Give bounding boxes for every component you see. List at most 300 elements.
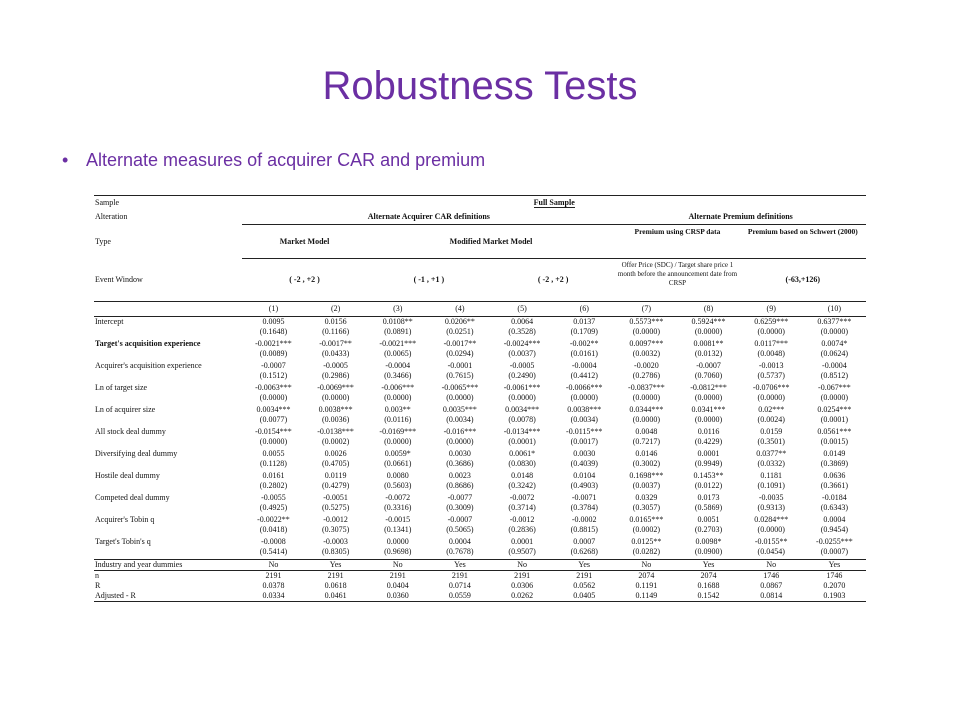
se-cell: (0.0000) <box>632 414 661 424</box>
se-cell: (0.0002) <box>321 436 350 446</box>
coef-cell: 0.6377*** <box>817 316 852 326</box>
row-label: Ln of target size <box>95 382 148 392</box>
coef-cell: -0.0024*** <box>503 338 541 348</box>
se-cell: (0.0077) <box>259 414 288 424</box>
coef-cell: -0.0035 <box>758 492 784 502</box>
coef-cell: -0.0017** <box>443 338 477 348</box>
coef-cell: 0.0161 <box>262 470 285 480</box>
coef-cell: 0.0108** <box>382 316 413 326</box>
coef-cell: -0.0837*** <box>628 382 665 392</box>
n-row-cell: 2074 <box>615 570 677 581</box>
adjr2-row-cell: 0.1149 <box>615 591 677 602</box>
coef-cell: 0.0030 <box>573 448 596 458</box>
column-number: (4) <box>429 301 491 316</box>
se-cell: (0.2986) <box>321 370 350 380</box>
coef-cell: 0.0035*** <box>442 404 477 414</box>
se-cell: (0.2703) <box>694 524 723 534</box>
coef-cell: -0.0007 <box>447 514 473 524</box>
row-label: Acquirer's Tobin q <box>95 514 155 524</box>
coef-cell: -0.0155** <box>754 536 788 546</box>
n-row-cell: 2191 <box>305 570 367 581</box>
dummies-row-cell: Yes <box>305 559 367 570</box>
se-cell: (0.0000) <box>570 392 598 402</box>
coef-cell: 0.0149 <box>823 448 846 458</box>
se-cell: (0.3686) <box>446 458 474 468</box>
se-spacer <box>94 481 242 493</box>
dummies-row-cell: No <box>491 559 553 570</box>
n-row-cell: 2191 <box>491 570 553 581</box>
se-cell: (0.0000) <box>384 392 412 402</box>
coef-cell: -0.016*** <box>443 426 477 436</box>
se-row <box>94 327 866 339</box>
row-label: Intercept <box>95 316 124 326</box>
coef-cell: 0.0097*** <box>629 338 664 348</box>
adjr2-row-cell: 0.0360 <box>367 591 429 602</box>
coef-cell: -0.0007 <box>696 360 721 370</box>
se-cell: (0.0000) <box>694 326 723 336</box>
se-cell: (0.7678) <box>446 546 474 556</box>
se-cell: (0.6268) <box>570 546 598 556</box>
coef-cell: -0.0001 <box>447 360 473 370</box>
type-crsp: Premium using CRSP data <box>615 225 739 259</box>
se-cell: (0.0002) <box>632 524 661 534</box>
column-number: (6) <box>553 301 615 316</box>
coef-cell: -0.0015 <box>385 514 411 524</box>
se-cell: (0.2490) <box>508 370 536 380</box>
se-cell: (0.0017) <box>570 436 598 446</box>
se-cell: (0.3242) <box>508 480 536 490</box>
alteration-row <box>94 210 866 225</box>
coef-cell: 0.0377** <box>756 448 787 458</box>
se-cell: (0.0332) <box>757 458 785 468</box>
coef-cell: -0.0072 <box>385 492 411 502</box>
se-cell: (0.5737) <box>757 370 785 380</box>
se-cell: (0.0454) <box>757 546 785 556</box>
se-cell: (0.0000) <box>259 436 288 446</box>
coef-cell: -0.0008 <box>261 536 286 546</box>
se-row <box>94 503 866 515</box>
coef-cell: 0.0636 <box>823 470 846 480</box>
coef-cell: 0.5924*** <box>691 316 726 326</box>
se-cell: (0.0294) <box>446 348 474 358</box>
adjr2-row-cell: 0.0405 <box>553 591 615 602</box>
window-crsp: Offer Price (SDC) / Target share price 1 month before the announcement date from CRSP <box>615 259 739 302</box>
se-spacer <box>94 415 242 427</box>
coef-cell: 0.1453** <box>693 470 724 480</box>
se-cell: (0.8686) <box>446 480 474 490</box>
se-cell: (0.0000) <box>446 436 474 446</box>
n-row-cell: 2074 <box>677 570 739 581</box>
se-cell: (0.0624) <box>820 348 849 358</box>
coef-cell: 0.0159 <box>760 426 783 436</box>
se-cell: (0.3316) <box>384 502 412 512</box>
dummies-row-label: Industry and year dummies <box>94 559 242 570</box>
se-cell: (0.1341) <box>384 524 412 534</box>
coef-cell: 0.0081** <box>693 338 724 348</box>
coef-cell: -0.0020 <box>634 360 659 370</box>
coef-cell: -0.0004 <box>571 360 597 370</box>
coef-cell: 0.0000 <box>386 536 409 546</box>
coef-row <box>94 515 866 525</box>
window-2: ( -1 , +1 ) <box>367 259 491 302</box>
n-row-label: n <box>94 570 242 581</box>
coef-cell: -0.0021*** <box>379 338 417 348</box>
r2-row-cell: 0.1688 <box>697 580 720 590</box>
se-row <box>94 349 866 361</box>
coef-cell: 0.0098* <box>695 536 722 546</box>
se-cell: (0.0000) <box>446 392 474 402</box>
r2-row-cell: 0.0867 <box>760 580 783 590</box>
se-cell: (0.4903) <box>570 480 598 490</box>
column-number: (5) <box>491 301 553 316</box>
se-cell: (0.9698) <box>384 546 412 556</box>
alteration-car: Alternate Acquirer CAR definitions <box>242 210 615 225</box>
coef-cell: 0.0116 <box>697 426 720 436</box>
se-cell: (0.0000) <box>694 414 723 424</box>
se-cell: (0.1166) <box>322 326 350 336</box>
coef-cell: -0.0021*** <box>255 338 292 348</box>
coef-cell: -0.0138*** <box>317 426 354 436</box>
coef-cell: 0.0001 <box>511 536 534 546</box>
coef-cell: 0.0034*** <box>256 404 291 414</box>
coef-cell: 0.0030 <box>448 448 471 458</box>
se-cell: (0.1512) <box>259 370 288 380</box>
adjr2-row-cell: 0.0814 <box>740 591 803 602</box>
coef-cell: 0.0034*** <box>505 404 540 414</box>
r2-row-cell: 0.0378 <box>262 580 285 590</box>
se-cell: (0.4925) <box>259 502 288 512</box>
coef-cell: -0.0005 <box>323 360 348 370</box>
coef-cell: 0.0074* <box>821 338 848 348</box>
se-cell: (0.5275) <box>321 502 350 512</box>
r2-row-cell: 0.0404 <box>386 580 409 590</box>
coef-cell: -0.0061*** <box>503 382 541 392</box>
n-row-cell: 2191 <box>553 570 615 581</box>
se-cell: (0.0122) <box>694 480 723 490</box>
coef-row <box>94 405 866 415</box>
coef-cell: 0.0051 <box>697 514 720 524</box>
se-cell: (0.0900) <box>694 546 723 556</box>
se-cell: (0.4412) <box>570 370 598 380</box>
se-cell: (0.6343) <box>820 502 849 512</box>
coef-cell: 0.0344*** <box>629 404 664 414</box>
r2-row-cell: 0.0618 <box>324 580 347 590</box>
adjr2-row-cell: 0.1903 <box>803 591 866 602</box>
se-cell: (0.3075) <box>321 524 350 534</box>
se-cell: (0.0161) <box>570 348 598 358</box>
se-cell: (0.0007) <box>820 546 849 556</box>
coef-cell: -0.0255*** <box>816 536 853 546</box>
coef-row <box>94 471 866 481</box>
se-cell: (0.4039) <box>570 458 598 468</box>
se-cell: (0.0132) <box>694 348 723 358</box>
r2-row-label: R <box>95 580 101 590</box>
r2-row-cell: 0.1191 <box>635 580 658 590</box>
se-cell: (0.0418) <box>259 524 288 534</box>
coef-cell: -0.002** <box>569 338 599 348</box>
se-cell: (0.9313) <box>757 502 785 512</box>
se-cell: (0.5065) <box>446 524 474 534</box>
se-spacer <box>94 371 242 383</box>
coef-cell: -0.0013 <box>758 360 784 370</box>
r2-row-cell: 0.0562 <box>573 580 596 590</box>
coef-cell: 0.0125** <box>631 536 662 546</box>
row-label: Target's acquisition experience <box>95 338 201 348</box>
se-row <box>94 371 866 383</box>
dummies-row-cell: No <box>367 559 429 570</box>
se-cell: (0.9454) <box>820 524 849 534</box>
se-spacer <box>94 327 242 339</box>
se-cell: (0.0001) <box>508 436 536 446</box>
se-cell: (0.0000) <box>321 392 350 402</box>
coef-cell: -0.0169*** <box>379 426 417 436</box>
coef-cell: -0.0812*** <box>690 382 727 392</box>
se-cell: (0.9949) <box>694 458 723 468</box>
se-cell: (0.3009) <box>446 502 474 512</box>
coef-cell: -0.0071 <box>571 492 597 502</box>
r2-row-cell: 0.0714 <box>448 580 471 590</box>
sample-row <box>94 196 866 211</box>
coef-row <box>94 427 866 437</box>
se-cell: (0.3528) <box>508 326 536 336</box>
coef-cell: 0.0156 <box>324 316 347 326</box>
se-cell: (0.0000) <box>757 326 785 336</box>
coef-cell: -0.0066*** <box>565 382 603 392</box>
se-cell: (0.4705) <box>321 458 350 468</box>
bullet-dot-icon: • <box>62 150 69 170</box>
se-cell: (0.3869) <box>820 458 849 468</box>
se-cell: (0.0000) <box>508 392 536 402</box>
coef-cell: 0.0064 <box>511 316 534 326</box>
se-cell: (0.7060) <box>694 370 723 380</box>
n-row-cell: 2191 <box>429 570 491 581</box>
se-row <box>94 459 866 471</box>
se-spacer <box>94 525 242 537</box>
dummies-row-cell: No <box>740 559 803 570</box>
se-cell: (0.0089) <box>259 348 288 358</box>
sample-value: Full Sample <box>242 196 866 211</box>
se-cell: (0.7217) <box>632 436 661 446</box>
coef-cell: -0.0017** <box>319 338 352 348</box>
coef-cell: 0.5573*** <box>629 316 664 326</box>
coef-cell: 0.0048 <box>635 426 658 436</box>
coef-cell: -0.0004 <box>822 360 847 370</box>
coef-cell: -0.0706*** <box>752 382 790 392</box>
coef-cell: 0.0341*** <box>691 404 726 414</box>
coef-cell: -0.0115*** <box>566 426 603 436</box>
coef-cell: 0.0254*** <box>817 404 852 414</box>
se-cell: (0.3002) <box>632 458 661 468</box>
se-cell: (0.0048) <box>757 348 785 358</box>
coef-cell: -0.0055 <box>261 492 286 502</box>
window-1: ( -2 , +2 ) <box>242 259 366 302</box>
column-number: (10) <box>803 301 866 316</box>
n-row-cell: 2191 <box>242 570 304 581</box>
se-cell: (0.0078) <box>508 414 536 424</box>
se-cell: (0.0251) <box>446 326 474 336</box>
coef-row <box>94 316 866 327</box>
type-modified: Modified Market Model <box>367 225 616 259</box>
row-label: Hostile deal dummy <box>95 470 160 480</box>
coef-cell: -0.0003 <box>323 536 348 546</box>
column-number: (2) <box>305 301 367 316</box>
coef-cell: -0.0154*** <box>255 426 292 436</box>
se-cell: (0.8815) <box>570 524 598 534</box>
coef-cell: 0.0001 <box>697 448 720 458</box>
slide-title: Robustness Tests <box>322 64 638 108</box>
adjr2-row-cell: 0.1542 <box>677 591 739 602</box>
adjr2-row-label: Adjusted - R <box>94 591 242 602</box>
column-number: (9) <box>740 301 803 316</box>
coef-cell: 0.0284*** <box>754 514 789 524</box>
se-cell: (0.9507) <box>508 546 536 556</box>
adjr2-row-cell: 0.0262 <box>491 591 553 602</box>
coef-cell: -0.0051 <box>323 492 348 502</box>
se-cell: (0.0036) <box>321 414 350 424</box>
adjr2-row-cell: 0.0559 <box>429 591 491 602</box>
se-cell: (0.1709) <box>570 326 598 336</box>
coef-cell: -0.0184 <box>822 492 847 502</box>
se-cell: (0.0000) <box>259 392 288 402</box>
coef-row <box>94 537 866 547</box>
se-cell: (0.0891) <box>384 326 412 336</box>
se-cell: (0.3714) <box>508 502 536 512</box>
se-cell: (0.0034) <box>446 414 474 424</box>
coef-cell: -0.0077 <box>447 492 473 502</box>
alteration-premium: Alternate Premium definitions <box>615 210 866 225</box>
type-row <box>94 225 866 259</box>
se-cell: (0.5414) <box>259 546 288 556</box>
coef-cell: 0.0095 <box>262 316 285 326</box>
row-label: Competed deal dummy <box>95 492 170 502</box>
se-cell: (0.5603) <box>384 480 412 490</box>
coef-cell: -0.0069*** <box>317 382 354 392</box>
se-spacer <box>94 459 242 471</box>
coef-cell: -0.0004 <box>385 360 411 370</box>
coef-cell: 0.1181 <box>760 470 783 480</box>
coef-cell: 0.0146 <box>635 448 658 458</box>
dummies-row-cell: Yes <box>677 559 739 570</box>
se-spacer <box>94 349 242 361</box>
se-cell: (0.0000) <box>757 524 785 534</box>
adjr2-row-cell: 0.0334 <box>242 591 304 602</box>
type-market: Market Model <box>242 225 366 259</box>
se-cell: (0.8305) <box>321 546 350 556</box>
se-cell: (0.4229) <box>694 436 723 446</box>
coef-cell: 0.0023 <box>448 470 471 480</box>
coef-cell: -0.067*** <box>818 382 851 392</box>
coef-cell: 0.0004 <box>448 536 471 546</box>
dummies-row-cell: No <box>242 559 304 570</box>
coef-cell: 0.0026 <box>324 448 347 458</box>
se-cell: (0.2786) <box>632 370 661 380</box>
column-number-spacer <box>94 301 242 316</box>
coef-cell: 0.0117*** <box>754 338 789 348</box>
coef-cell: -0.0134*** <box>503 426 541 436</box>
coef-cell: 0.003** <box>384 404 411 414</box>
coef-row <box>94 361 866 371</box>
coef-cell: 0.1698*** <box>629 470 664 480</box>
results-table <box>94 195 866 602</box>
coef-cell: -0.0012 <box>509 514 535 524</box>
se-cell: (0.2802) <box>259 480 288 490</box>
se-cell: (0.1128) <box>259 458 287 468</box>
row-label: Target's Tobin's q <box>95 536 151 546</box>
window-row <box>94 259 866 302</box>
coef-row <box>94 449 866 459</box>
n-row <box>94 570 866 581</box>
se-cell: (0.3057) <box>632 502 661 512</box>
dummies-row-cell: Yes <box>803 559 866 570</box>
r2-row <box>94 581 866 591</box>
bullet-text: Alternate measures of acquirer CAR and premium <box>86 150 486 170</box>
dummies-row <box>94 559 866 570</box>
n-row-cell: 1746 <box>740 570 803 581</box>
se-cell: (0.4279) <box>321 480 350 490</box>
row-label: Diversifying deal dummy <box>95 448 178 458</box>
se-cell: (0.0000) <box>632 326 661 336</box>
se-cell: (0.2836) <box>508 524 536 534</box>
coef-cell: 0.0173 <box>697 492 720 502</box>
se-cell: (0.0433) <box>321 348 350 358</box>
coef-cell: 0.0004 <box>823 514 846 524</box>
coef-cell: 0.0561*** <box>817 426 852 436</box>
coef-cell: -0.006*** <box>381 382 415 392</box>
column-number: (3) <box>367 301 429 316</box>
se-cell: (0.5869) <box>694 502 723 512</box>
coef-cell: 0.0038*** <box>567 404 602 414</box>
coef-row <box>94 493 866 503</box>
se-cell: (0.0661) <box>384 458 412 468</box>
adjr2-row-cell: 0.0461 <box>305 591 367 602</box>
coef-cell: 0.0206** <box>444 316 475 326</box>
column-number: (7) <box>615 301 677 316</box>
coef-cell: -0.0012 <box>323 514 348 524</box>
r2-row-cell: 0.0306 <box>511 580 534 590</box>
window-3: ( -2 , +2 ) <box>491 259 615 302</box>
coef-cell: 0.6259*** <box>754 316 789 326</box>
r2-row-cell: 0.2070 <box>823 580 846 590</box>
se-cell: (0.8512) <box>820 370 849 380</box>
se-cell: (0.0000) <box>820 326 849 336</box>
se-cell: (0.3501) <box>757 436 785 446</box>
se-cell: (0.3466) <box>384 370 412 380</box>
coef-cell: 0.0148 <box>511 470 534 480</box>
coef-cell: -0.0063*** <box>255 382 292 392</box>
se-cell: (0.0000) <box>820 392 849 402</box>
bullet-item <box>62 150 485 171</box>
column-number: (1) <box>242 301 304 316</box>
coef-cell: 0.02*** <box>758 404 785 414</box>
coef-cell: 0.0055 <box>262 448 285 458</box>
coef-cell: 0.0104 <box>573 470 596 480</box>
dummies-row-cell: Yes <box>553 559 615 570</box>
coef-cell: -0.0002 <box>571 514 597 524</box>
coef-row <box>94 383 866 393</box>
se-spacer <box>94 437 242 449</box>
n-row-cell: 2191 <box>367 570 429 581</box>
type-schwert: Premium based on Schwert (2000) <box>740 225 866 259</box>
window-schwert: (-63,+126) <box>740 259 866 302</box>
column-number-row <box>94 301 866 316</box>
row-label: All stock deal dummy <box>95 426 166 436</box>
se-cell: (0.0000) <box>632 392 661 402</box>
se-cell: (0.3784) <box>570 502 598 512</box>
se-spacer <box>94 503 242 515</box>
se-cell: (0.0000) <box>384 436 412 446</box>
n-row-cell: 1746 <box>803 570 866 581</box>
sample-label: Sample <box>94 196 242 211</box>
